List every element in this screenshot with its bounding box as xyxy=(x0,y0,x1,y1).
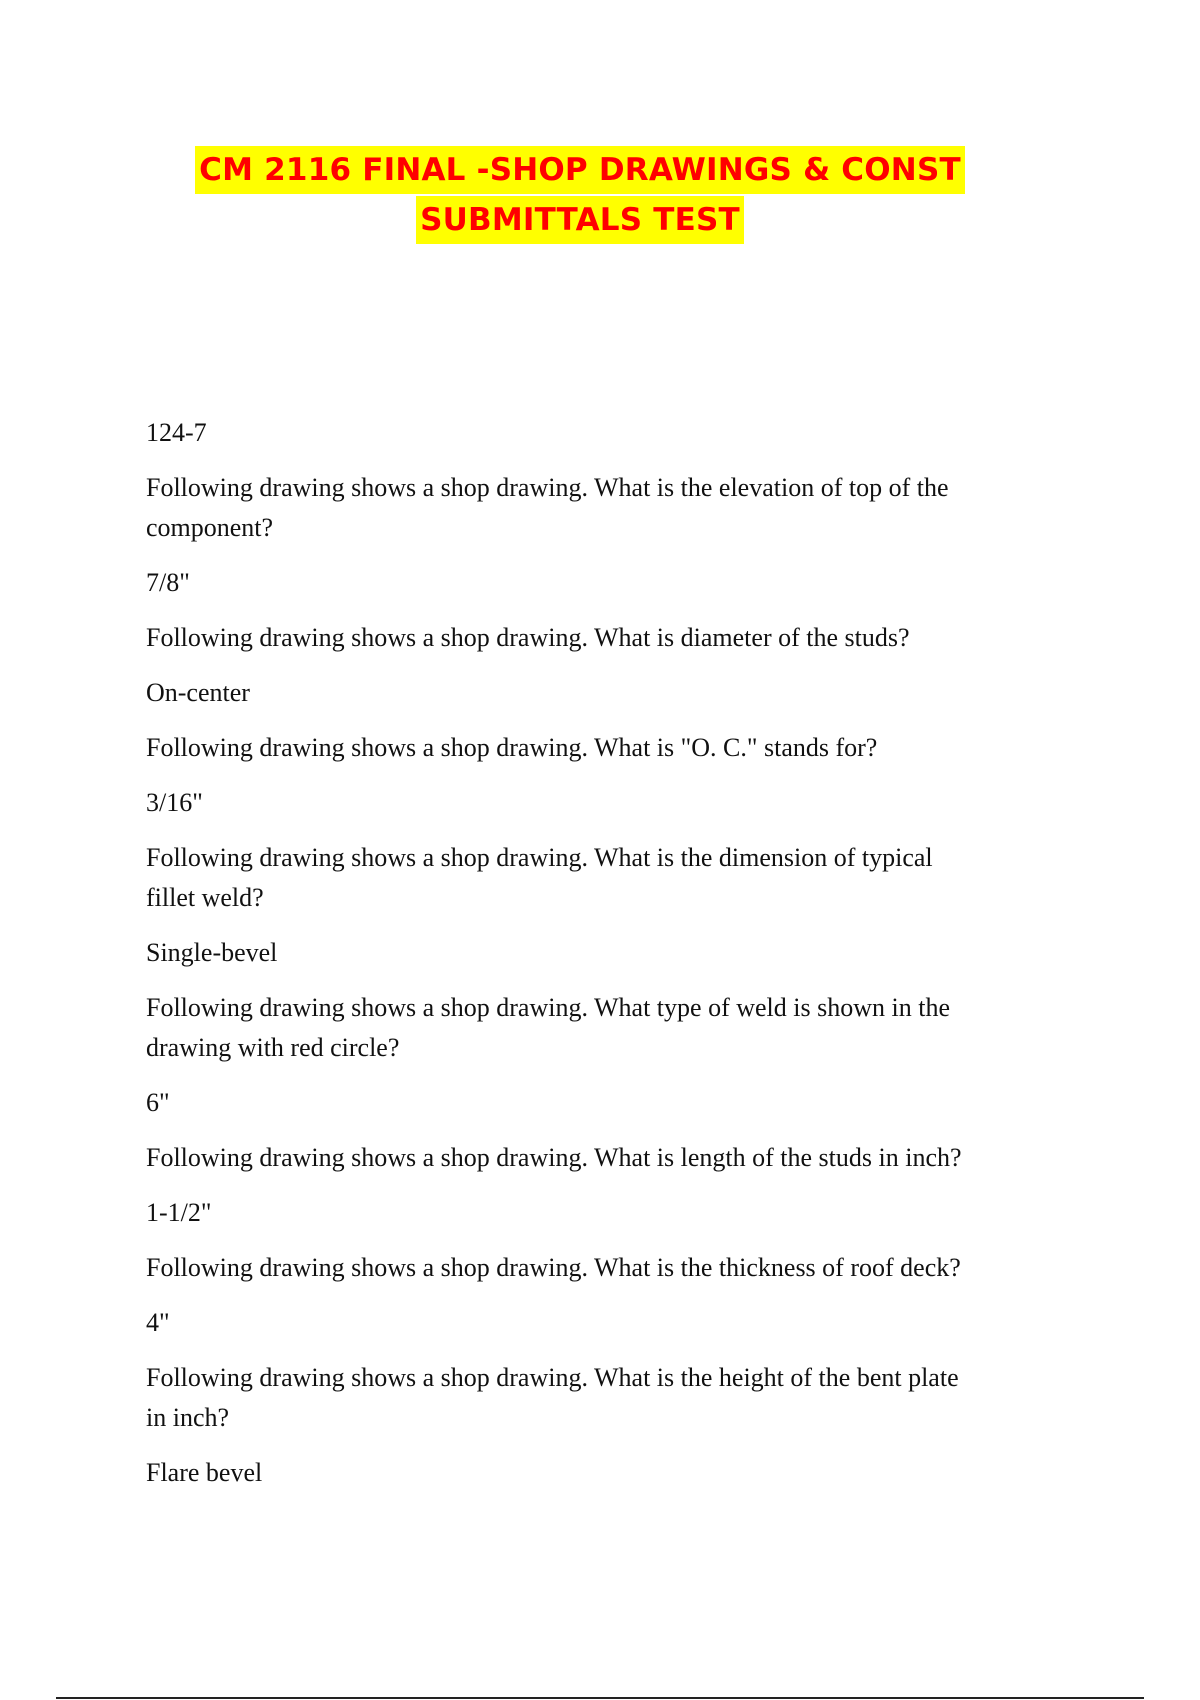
question-paragraph: Following drawing shows a shop drawing. What is diameter of the studs? xyxy=(146,623,910,652)
title-line-2: SUBMITTALS TEST xyxy=(416,196,744,244)
document-body xyxy=(146,413,1046,1508)
question-paragraph: Following drawing shows a shop drawing. What is "O. C." stands for? xyxy=(146,733,878,762)
question-paragraph: Following drawing shows a shop drawing. What is the dimension of typical fillet weld? xyxy=(146,843,933,912)
answer-paragraph: 1-1/2" xyxy=(146,1198,212,1227)
page-bottom-rule xyxy=(56,1697,1144,1699)
answer-paragraph: 7/8" xyxy=(146,568,190,597)
question-paragraph: Following drawing shows a shop drawing. What is the thickness of roof deck? xyxy=(146,1253,961,1282)
paragraph: 124-7 xyxy=(146,418,207,447)
title-line-1: CM 2116 FINAL -SHOP DRAWINGS & CONST xyxy=(195,146,965,194)
answer-paragraph: 3/16" xyxy=(146,788,203,817)
answer-paragraph: 6" xyxy=(146,1088,170,1117)
answer-paragraph: On-center xyxy=(146,678,250,707)
answer-paragraph: Flare bevel xyxy=(146,1458,263,1487)
answer-paragraph: Single-bevel xyxy=(146,938,278,967)
question-paragraph: Following drawing shows a shop drawing. What is length of the studs in inch? xyxy=(146,1143,962,1172)
question-paragraph: Following drawing shows a shop drawing. What type of weld is shown in the drawing with red circle? xyxy=(146,993,950,1062)
document-title xyxy=(0,146,1160,244)
question-paragraph: Following drawing shows a shop drawing. What is the height of the bent plate in inch? xyxy=(146,1363,959,1432)
answer-paragraph: 4" xyxy=(146,1308,170,1337)
question-paragraph: Following drawing shows a shop drawing. What is the elevation of top of the component? xyxy=(146,473,949,542)
